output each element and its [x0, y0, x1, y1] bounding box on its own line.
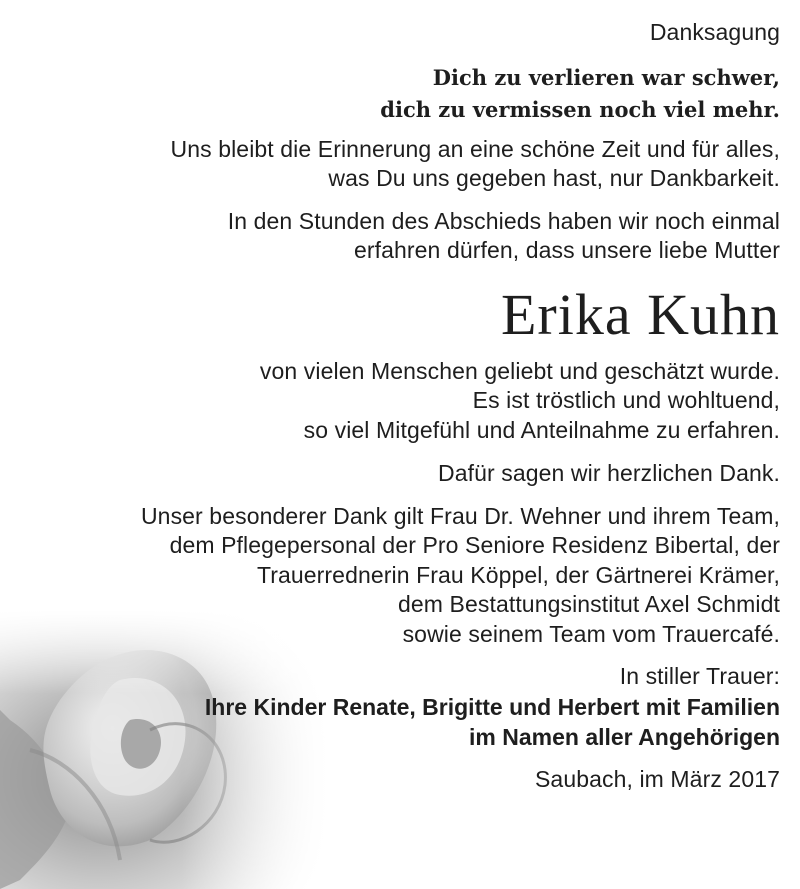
- header-title: Danksagung: [649, 19, 780, 45]
- obituary-text: [20, 0, 780, 794]
- farewell-line-1: In den Stunden des Abschieds haben wir noch einmal: [227, 207, 780, 234]
- deceased-name: Erika Kuhn: [501, 281, 780, 347]
- place-date: Saubach, im März 2017: [534, 765, 780, 792]
- mourners-intro: In stiller Trauer:: [619, 663, 780, 689]
- body-line-1: von vielen Menschen geliebt und geschätzt wurde.: [259, 357, 780, 384]
- special-thanks-line-4: dem Bestattungsinstitut Axel Schmidt: [397, 591, 780, 617]
- quote-line-1: Dich zu verlieren war schwer,: [432, 64, 780, 90]
- mourners-line-1: Ihre Kinder Renate, Brigitte und Herbert mit Familien: [204, 693, 780, 720]
- special-thanks-line-3: Trauerrednerin Frau Köppel, der Gärtnerei Krämer,: [256, 561, 780, 588]
- special-thanks-line-1: Unser besonderer Dank gilt Frau Dr. Wehner und ihrem Team,: [140, 502, 780, 529]
- intro-line-1: Uns bleibt die Erinnerung an eine schöne Zeit und für alles,: [170, 135, 780, 162]
- special-thanks-line-2: dem Pflegepersonal der Pro Seniore Residenz Bibertal, der: [169, 532, 780, 558]
- mourners-line-2: im Namen aller Angehörigen: [469, 723, 780, 750]
- intro-line-2: was Du uns gegeben hast, nur Dankbarkeit.: [328, 165, 780, 191]
- thanks-line: Dafür sagen wir herzlichen Dank.: [438, 460, 780, 486]
- quote-line-2: dich zu vermissen noch viel mehr.: [380, 96, 780, 122]
- farewell-line-2: erfahren dürfen, dass unsere liebe Mutter: [353, 237, 780, 263]
- special-thanks-line-5: sowie seinem Team vom Trauercafé.: [402, 620, 780, 647]
- body-line-3: so viel Mitgefühl und Anteilnahme zu erfahren.: [303, 416, 780, 443]
- body-line-2: Es ist tröstlich und wohltuend,: [472, 387, 780, 413]
